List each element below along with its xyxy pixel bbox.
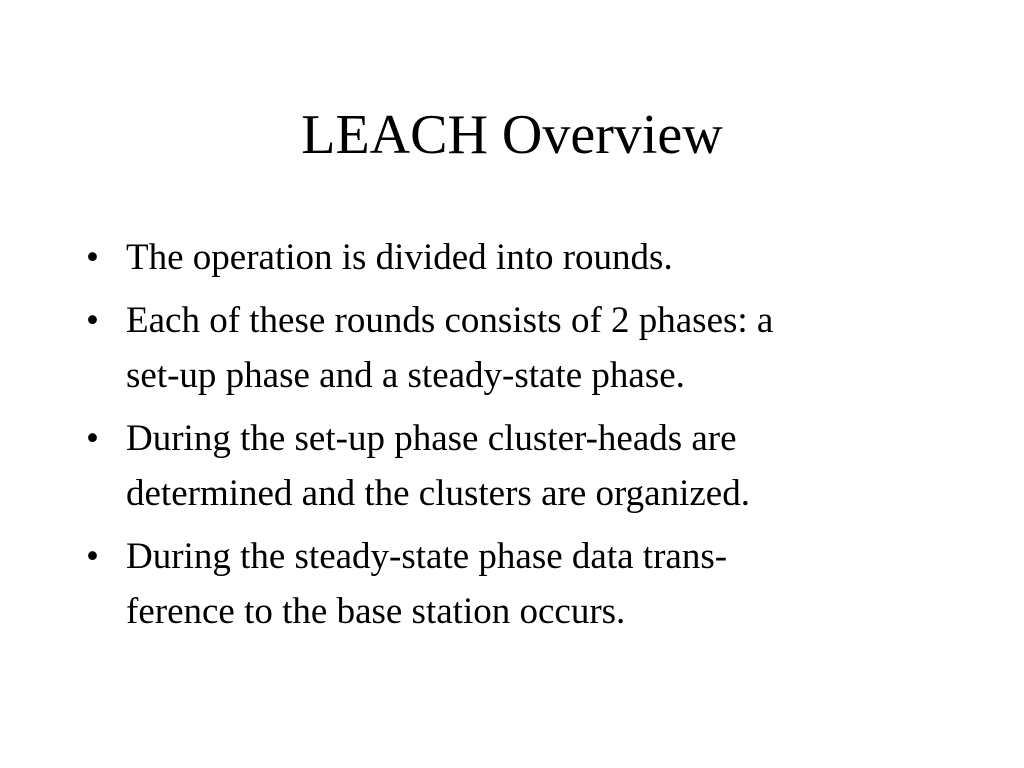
bullet-icon: • xyxy=(86,418,99,459)
bullet-item xyxy=(86,411,946,521)
bullet-icon: • xyxy=(86,536,99,577)
bullet-item xyxy=(86,230,946,285)
bullet-text-line: During the set-up phase cluster-heads are xyxy=(126,418,737,459)
bullet-text-line: During the steady-state phase data trans- xyxy=(126,536,728,577)
bullet-text-line: ference to the base station occurs. xyxy=(126,591,626,632)
slide-title: LEACH Overview xyxy=(301,104,723,166)
bullet-text-line: Each of these rounds consists of 2 phases: a xyxy=(126,300,774,341)
bullet-item xyxy=(86,529,946,639)
bullet-item xyxy=(86,293,946,403)
bullet-text-line: The operation is divided into rounds. xyxy=(126,237,673,278)
bullet-icon: • xyxy=(86,237,99,278)
bullet-text-line: set-up phase and a steady-state phase. xyxy=(126,355,685,396)
bullet-list xyxy=(86,230,946,647)
bullet-icon: • xyxy=(86,300,99,341)
bullet-text-line: determined and the clusters are organized. xyxy=(126,473,750,514)
